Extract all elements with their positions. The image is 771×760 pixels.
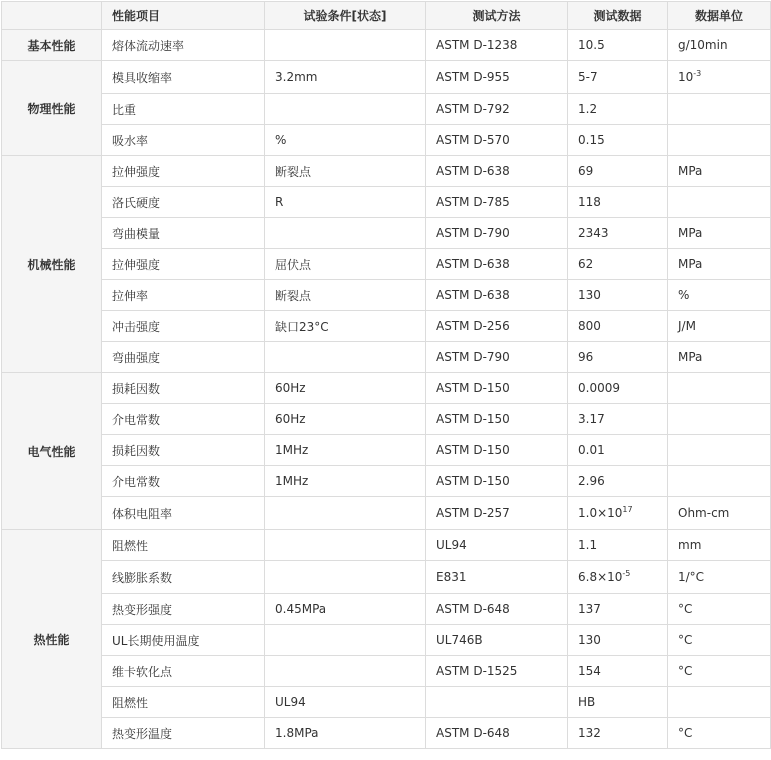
cell-item: 阻燃性 xyxy=(102,687,265,718)
cell-condition xyxy=(265,30,426,61)
cell-unit xyxy=(668,187,771,218)
cell-condition xyxy=(265,218,426,249)
cell-data: 154 xyxy=(568,656,668,687)
table-row xyxy=(2,561,771,594)
cell-unit xyxy=(668,373,771,404)
cell-method: ASTM D-257 xyxy=(426,497,568,530)
unit-base: 10 xyxy=(678,70,694,84)
cell-item: UL长期使用温度 xyxy=(102,625,265,656)
properties-table xyxy=(1,1,771,749)
cell-method: ASTM D-785 xyxy=(426,187,568,218)
cell-item: 拉伸强度 xyxy=(102,156,265,187)
cell-condition xyxy=(265,497,426,530)
cell-data: 137 xyxy=(568,594,668,625)
data-exponent: -5 xyxy=(622,569,631,578)
cell-unit xyxy=(668,687,771,718)
cell-method: ASTM D-150 xyxy=(426,435,568,466)
table-row xyxy=(2,373,771,404)
cell-method: ASTM D-638 xyxy=(426,280,568,311)
cell-item: 介电常数 xyxy=(102,404,265,435)
table-row xyxy=(2,61,771,94)
header-group-cell xyxy=(2,2,102,30)
cell-data: 10.5 xyxy=(568,30,668,61)
cell-item: 拉伸强度 xyxy=(102,249,265,280)
cell-condition: 1MHz xyxy=(265,435,426,466)
cell-condition: 3.2mm xyxy=(265,61,426,94)
cell-item: 阻燃性 xyxy=(102,530,265,561)
cell-method: ASTM D-790 xyxy=(426,218,568,249)
table-row xyxy=(2,280,771,311)
cell-data: 130 xyxy=(568,280,668,311)
table-row xyxy=(2,218,771,249)
cell-method: ASTM D-150 xyxy=(426,466,568,497)
cell-condition xyxy=(265,561,426,594)
cell-condition xyxy=(265,342,426,373)
cell-method: ASTM D-256 xyxy=(426,311,568,342)
cell-condition: 断裂点 xyxy=(265,156,426,187)
cell-data: 96 xyxy=(568,342,668,373)
cell-item: 熔体流动速率 xyxy=(102,30,265,61)
cell-unit xyxy=(668,404,771,435)
cell-method: E831 xyxy=(426,561,568,594)
cell-condition xyxy=(265,625,426,656)
cell-condition: 缺口23°C xyxy=(265,311,426,342)
table-row xyxy=(2,594,771,625)
cell-unit xyxy=(668,94,771,125)
cell-unit xyxy=(668,125,771,156)
cell-method: UL94 xyxy=(426,530,568,561)
cell-unit: °C xyxy=(668,656,771,687)
cell-item: 损耗因数 xyxy=(102,435,265,466)
cell-unit xyxy=(668,435,771,466)
cell-item: 洛氏硬度 xyxy=(102,187,265,218)
cell-data: 3.17 xyxy=(568,404,668,435)
table-row xyxy=(2,718,771,749)
data-base: 6.8×10 xyxy=(578,570,623,584)
header-unit: 数据单位 xyxy=(668,2,771,30)
table-row xyxy=(2,249,771,280)
header-data: 测试数据 xyxy=(568,2,668,30)
table-row xyxy=(2,497,771,530)
cell-data: 118 xyxy=(568,187,668,218)
group-basic: 基本性能 xyxy=(2,30,102,61)
cell-data: 0.01 xyxy=(568,435,668,466)
cell-unit: °C xyxy=(668,594,771,625)
cell-data: 132 xyxy=(568,718,668,749)
cell-unit: °C xyxy=(668,625,771,656)
cell-unit: °C xyxy=(668,718,771,749)
table-row xyxy=(2,404,771,435)
header-condition: 试验条件[状态] xyxy=(265,2,426,30)
cell-unit xyxy=(668,61,771,94)
cell-unit: J/M xyxy=(668,311,771,342)
cell-unit: MPa xyxy=(668,156,771,187)
table-header-row xyxy=(2,2,771,30)
cell-unit: Ohm-cm xyxy=(668,497,771,530)
data-exponent: 17 xyxy=(622,505,633,514)
cell-item: 弯曲强度 xyxy=(102,342,265,373)
cell-method: ASTM D-150 xyxy=(426,404,568,435)
cell-condition: R xyxy=(265,187,426,218)
cell-condition xyxy=(265,656,426,687)
cell-condition: 断裂点 xyxy=(265,280,426,311)
cell-data: HB xyxy=(568,687,668,718)
cell-method: ASTM D-638 xyxy=(426,249,568,280)
group-physical: 物理性能 xyxy=(2,61,102,156)
cell-method: ASTM D-648 xyxy=(426,718,568,749)
unit-exponent: -3 xyxy=(693,69,702,78)
cell-condition: 1.8MPa xyxy=(265,718,426,749)
group-thermal: 热性能 xyxy=(2,530,102,749)
cell-condition: % xyxy=(265,125,426,156)
cell-method: ASTM D-1525 xyxy=(426,656,568,687)
cell-item: 体积电阻率 xyxy=(102,497,265,530)
cell-condition: 60Hz xyxy=(265,404,426,435)
table-row xyxy=(2,94,771,125)
table-row xyxy=(2,30,771,61)
cell-data: 5-7 xyxy=(568,61,668,94)
cell-item: 维卡软化点 xyxy=(102,656,265,687)
table-row xyxy=(2,311,771,342)
cell-method: ASTM D-790 xyxy=(426,342,568,373)
cell-data: 2343 xyxy=(568,218,668,249)
group-mechanical: 机械性能 xyxy=(2,156,102,373)
cell-condition: 60Hz xyxy=(265,373,426,404)
cell-method: ASTM D-792 xyxy=(426,94,568,125)
table-row xyxy=(2,435,771,466)
cell-unit xyxy=(668,466,771,497)
cell-item: 拉伸率 xyxy=(102,280,265,311)
cell-condition: 1MHz xyxy=(265,466,426,497)
cell-data: 0.15 xyxy=(568,125,668,156)
table-row xyxy=(2,125,771,156)
cell-data xyxy=(568,497,668,530)
cell-unit: MPa xyxy=(668,249,771,280)
cell-data: 1.2 xyxy=(568,94,668,125)
cell-data: 69 xyxy=(568,156,668,187)
cell-unit: % xyxy=(668,280,771,311)
cell-item: 吸水率 xyxy=(102,125,265,156)
cell-item: 介电常数 xyxy=(102,466,265,497)
table-row xyxy=(2,656,771,687)
cell-condition xyxy=(265,94,426,125)
cell-unit: g/10min xyxy=(668,30,771,61)
cell-data: 130 xyxy=(568,625,668,656)
cell-data: 800 xyxy=(568,311,668,342)
cell-unit: mm xyxy=(668,530,771,561)
data-base: 1.0×10 xyxy=(578,506,623,520)
cell-method xyxy=(426,687,568,718)
header-item: 性能项目 xyxy=(102,2,265,30)
table-row xyxy=(2,625,771,656)
cell-condition: 0.45MPa xyxy=(265,594,426,625)
table-row xyxy=(2,530,771,561)
cell-condition: 屈伏点 xyxy=(265,249,426,280)
cell-item: 弯曲模量 xyxy=(102,218,265,249)
cell-data: 2.96 xyxy=(568,466,668,497)
cell-data: 62 xyxy=(568,249,668,280)
cell-item: 线膨胀系数 xyxy=(102,561,265,594)
table-row xyxy=(2,156,771,187)
cell-method: UL746B xyxy=(426,625,568,656)
cell-method: ASTM D-638 xyxy=(426,156,568,187)
cell-method: ASTM D-955 xyxy=(426,61,568,94)
cell-item: 比重 xyxy=(102,94,265,125)
table-row xyxy=(2,466,771,497)
cell-item: 热变形强度 xyxy=(102,594,265,625)
cell-item: 冲击强度 xyxy=(102,311,265,342)
cell-data: 1.1 xyxy=(568,530,668,561)
cell-method: ASTM D-648 xyxy=(426,594,568,625)
cell-method: ASTM D-150 xyxy=(426,373,568,404)
cell-unit: 1/°C xyxy=(668,561,771,594)
header-method: 测试方法 xyxy=(426,2,568,30)
cell-method: ASTM D-570 xyxy=(426,125,568,156)
cell-method: ASTM D-1238 xyxy=(426,30,568,61)
table-row xyxy=(2,687,771,718)
table-row xyxy=(2,187,771,218)
cell-item: 模具收缩率 xyxy=(102,61,265,94)
cell-data: 0.0009 xyxy=(568,373,668,404)
cell-condition xyxy=(265,530,426,561)
cell-item: 热变形温度 xyxy=(102,718,265,749)
group-electrical: 电气性能 xyxy=(2,373,102,530)
cell-unit: MPa xyxy=(668,218,771,249)
cell-unit: MPa xyxy=(668,342,771,373)
cell-condition: UL94 xyxy=(265,687,426,718)
cell-item: 损耗因数 xyxy=(102,373,265,404)
table-row xyxy=(2,342,771,373)
cell-data xyxy=(568,561,668,594)
